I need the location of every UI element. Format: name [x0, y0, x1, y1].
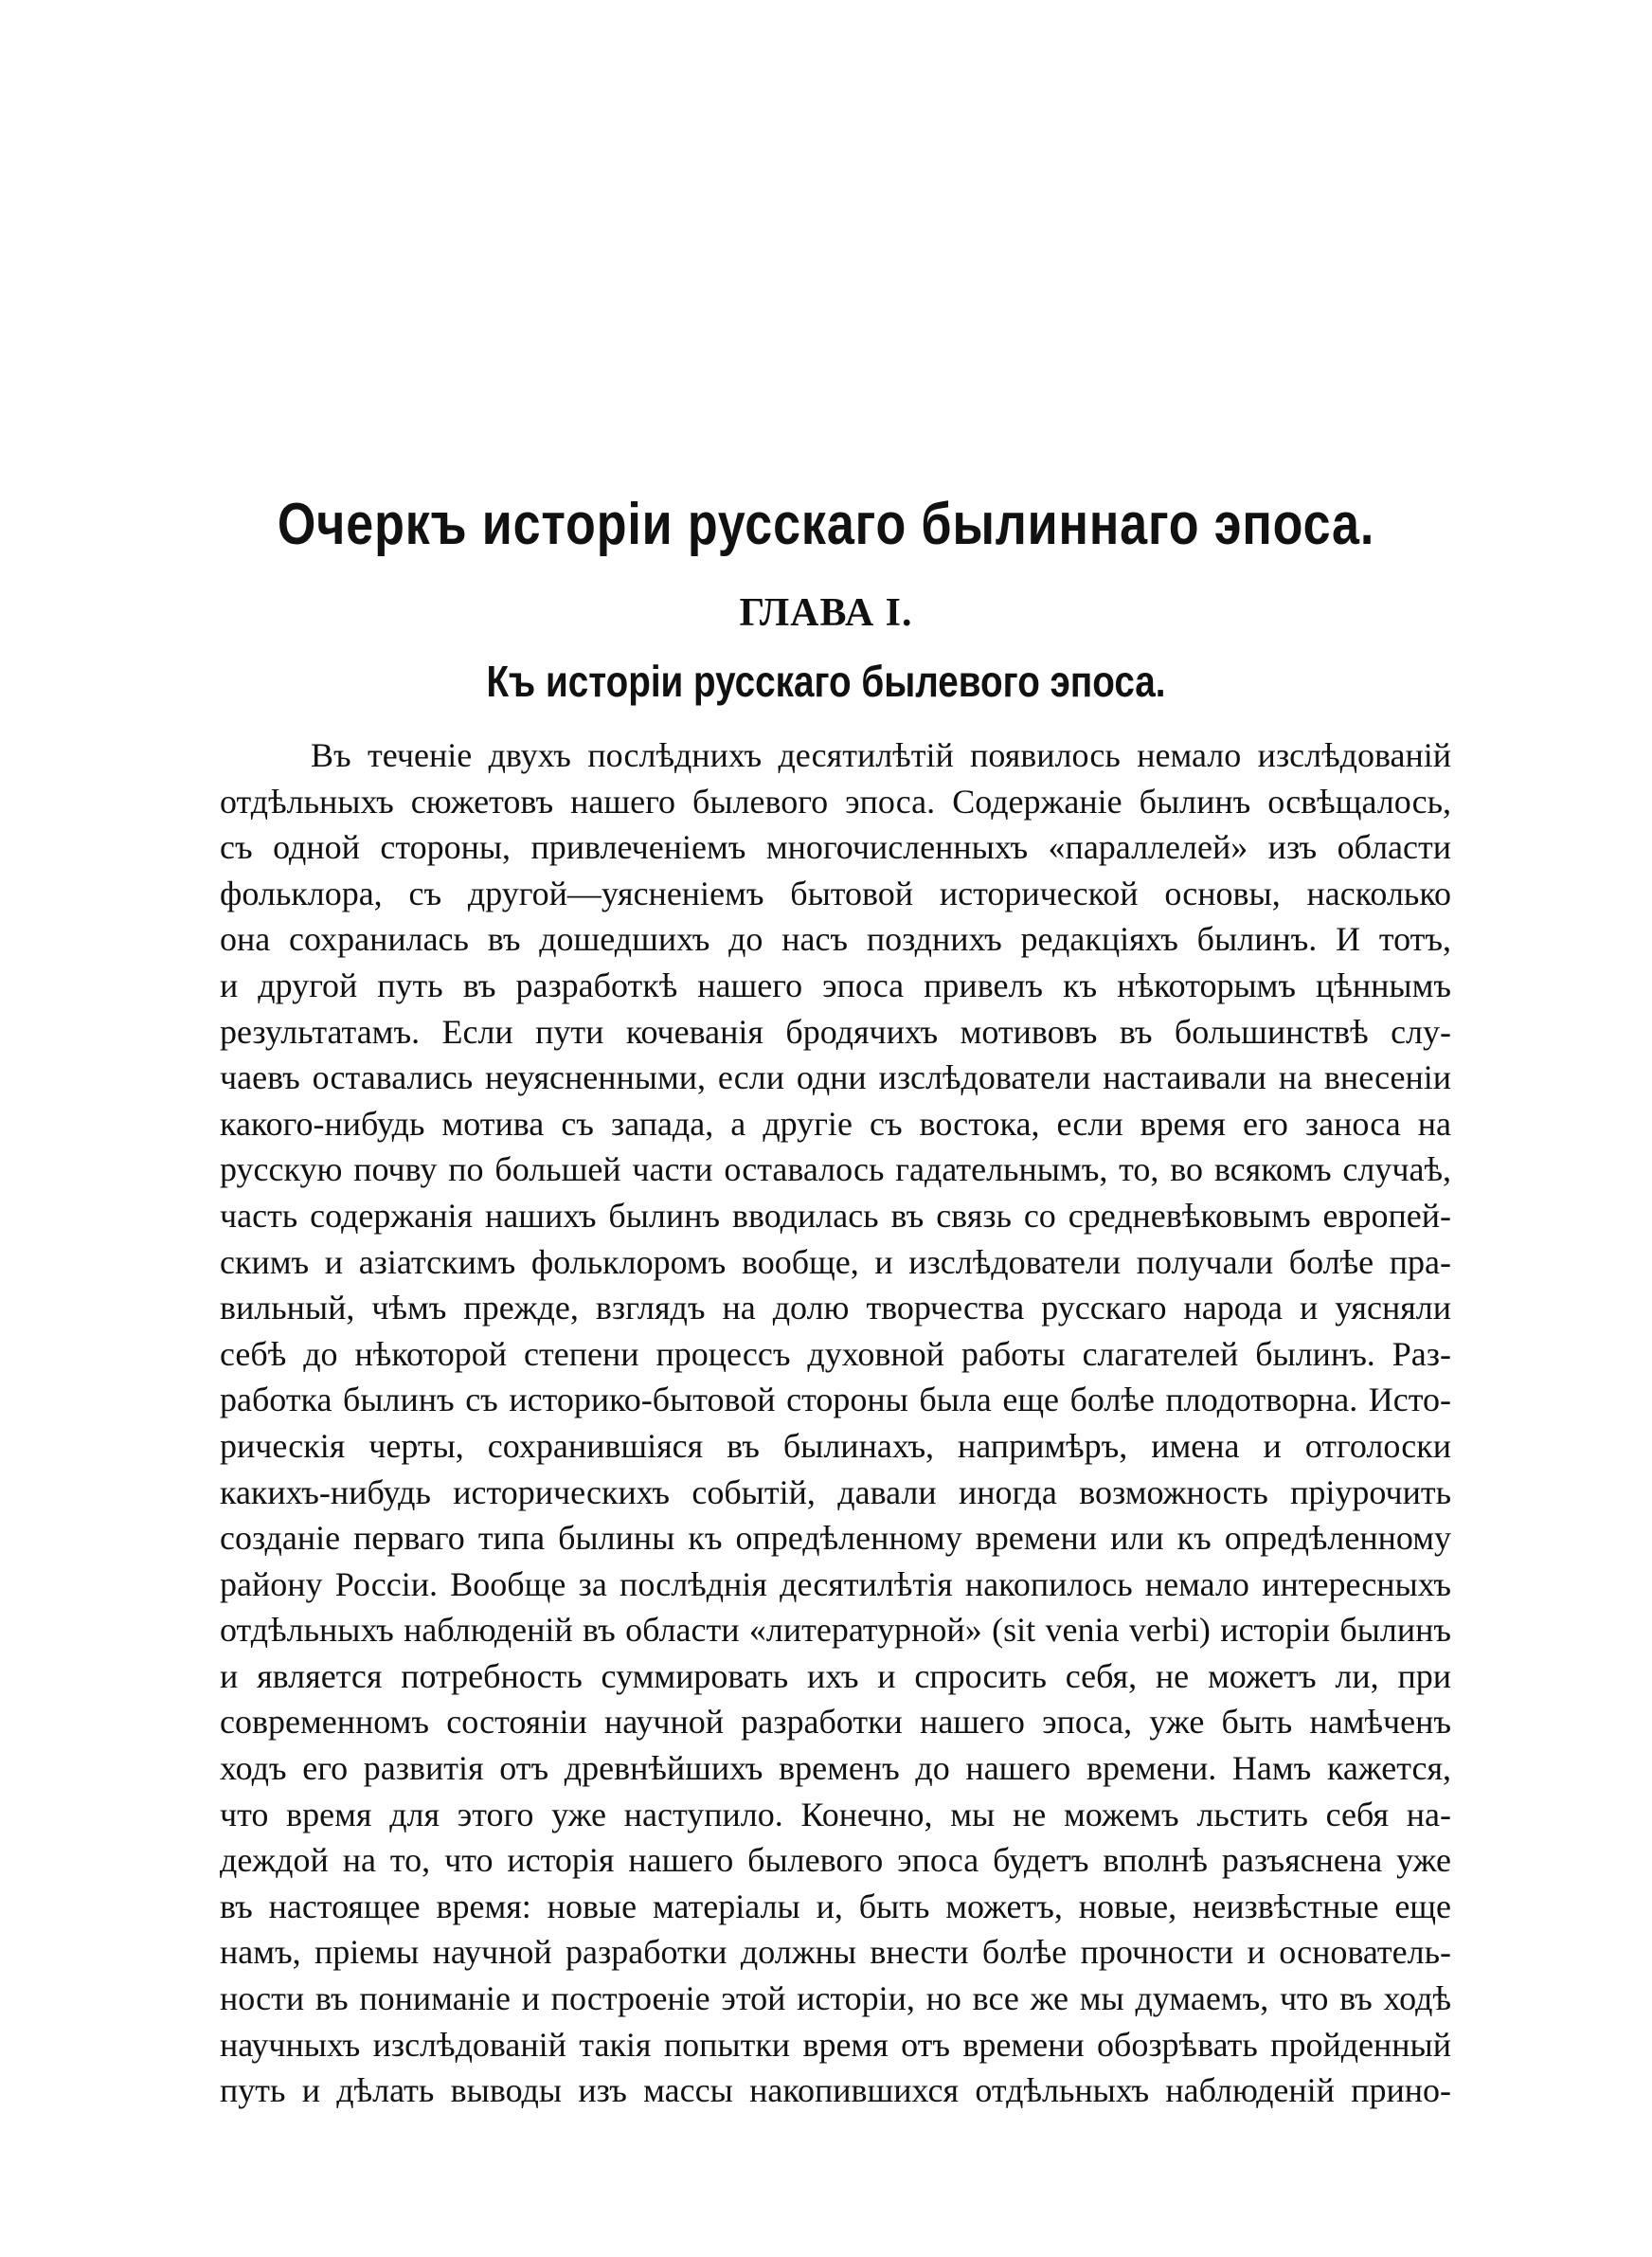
- text-line: чаевъ оставались неуясненными, если одни изслѣдователи настаивали на внесеніи: [220, 1058, 1451, 1097]
- text-line: какого-нибудь мотива съ запада, а другіе съ востока, если время его заноса на: [220, 1104, 1451, 1143]
- text-line: рическія черты, сохранившіяся въ былинахъ, напримѣръ, имена и отголоски: [220, 1426, 1451, 1465]
- text-line: и является потребность суммировать ихъ и спросить себя, не можетъ ли, при: [220, 1656, 1451, 1695]
- text-line: съ одной стороны, привлеченіемъ многочисленныхъ «параллелей» изъ области: [220, 828, 1451, 867]
- text-line: отдѣльныхъ наблюденій въ области «литературной» (sit venia verbi) исторіи былинъ: [220, 1611, 1451, 1650]
- text-line: Въ теченіе двухъ послѣднихъ десятилѣтій появилось немало изслѣдованій: [311, 736, 1451, 774]
- text-line: созданіе перваго типа былины къ опредѣленному времени или къ опредѣленному: [220, 1519, 1451, 1558]
- text-line: русскую почву по большей части оставалось гадательнымъ, то, во всякомъ случаѣ,: [220, 1150, 1451, 1189]
- chapter-subtitle: Къ исторіи русскаго былевого эпоса.: [486, 657, 1166, 706]
- text-line: деждой на то, что исторія нашего былевого эпоса будетъ вполнѣ разъяснена уже: [220, 1841, 1451, 1880]
- text-line: работка былинъ съ историко-бытовой стороны была еще болѣе плодотворна. Исто-: [220, 1381, 1451, 1419]
- text-line: скимъ и азіатскимъ фольклоромъ вообще, и изслѣдователи получали болѣе пра-: [220, 1242, 1451, 1281]
- body-paragraph: [220, 732, 1451, 2114]
- text-line: научныхъ изслѣдованій такія попытки время отъ времени обозрѣвать пройденный: [220, 2025, 1451, 2064]
- text-line: ходъ его развитія отъ древнѣйшихъ временъ до нашего времени. Намъ кажется,: [220, 1749, 1451, 1788]
- text-line: она сохранилась въ дошедшихъ до насъ позднихъ редакціяхъ былинъ. И тотъ,: [220, 920, 1451, 959]
- text-line: въ настоящее время: новые матеріалы и, быть можетъ, новые, неизвѣстные еще: [220, 1887, 1451, 1925]
- text-line: современномъ состояніи научной разработки нашего эпоса, уже быть намѣченъ: [220, 1703, 1451, 1742]
- text-line: путь и дѣлать выводы изъ массы накопившихся отдѣльныхъ наблюденій прино-: [220, 2071, 1451, 2110]
- text-line: что время для этого уже наступило. Конечно, мы не можемъ льстить себя на-: [220, 1795, 1451, 1833]
- text-line: какихъ-нибудь историческихъ событій, давали иногда возможность пріурочить: [220, 1472, 1451, 1511]
- text-line: отдѣльныхъ сюжетовъ нашего былевого эпоса. Содержаніе былинъ освѣщалось,: [220, 782, 1451, 821]
- text-line: фольклора, съ другой—уясненіемъ бытовой исторической основы, насколько: [220, 874, 1451, 912]
- document-title: Очеркъ исторіи русскаго былиннаго эпоса.: [277, 492, 1375, 557]
- text-line: себѣ до нѣкоторой степени процессъ духовной работы слагателей былинъ. Раз-: [220, 1334, 1451, 1373]
- text-line: ности въ пониманіе и построеніе этой исторіи, но все же мы думаемъ, что въ ходѣ: [220, 1979, 1451, 2018]
- chapter-heading: ГЛАВА I.: [739, 591, 913, 635]
- text-line: намъ, пріемы научной разработки должны внести болѣе прочности и основатель-: [220, 1933, 1451, 1972]
- text-line: результатамъ. Если пути кочеванія бродячихъ мотивовъ въ большинствѣ слу-: [220, 1012, 1451, 1051]
- text-line: вильный, чѣмъ прежде, взглядъ на долю творчества русскаго народа и уясняли: [220, 1289, 1451, 1327]
- text-line: и другой путь въ разработкѣ нашего эпоса привелъ къ нѣкоторымъ цѣннымъ: [220, 966, 1451, 1004]
- text-line: часть содержанія нашихъ былинъ вводилась въ связь со средневѣковымъ европей-: [220, 1196, 1451, 1235]
- text-line: району Россіи. Вообще за послѣднія десятилѣтія накопилось немало интересныхъ: [220, 1564, 1451, 1603]
